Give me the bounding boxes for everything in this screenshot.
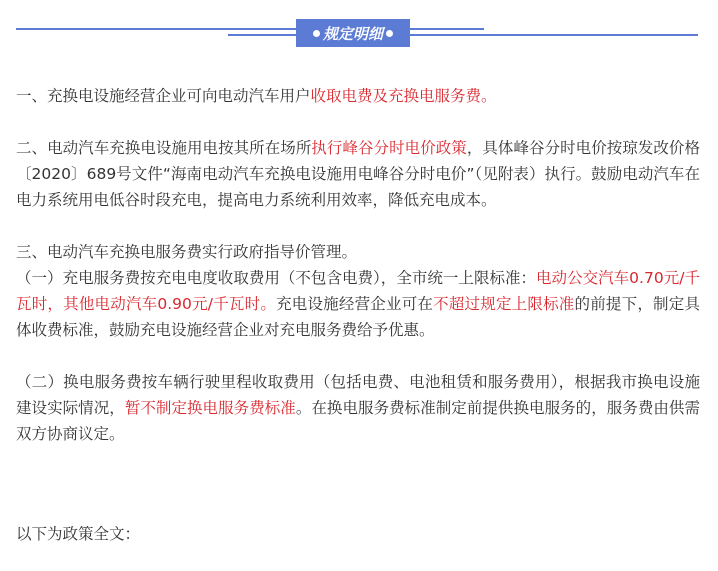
policy-paragraph: [16, 265, 700, 343]
section-badge: [296, 19, 410, 47]
paragraph-text: 充电设施经营企业可在: [276, 295, 434, 313]
paragraph-text: ，具体峰谷分时电价按琼发改价格〔2020〕689号文件“海南电动汽车充换电设施用电峰谷分时电价”（见附表）执行。鼓励电动汽车在电力系统用电低谷时段充电，提高电力系统利用效率，降低充电成本。: [16, 139, 700, 209]
paragraph-text: （二）换电服务费按车辆行驶里程收取费用（包括电费、电池租赁和服务费用），根据我市换电设施建设实际情况，: [16, 373, 700, 417]
policy-paragraph: [16, 369, 700, 447]
paragraph-text: 的前提下，制定具体收费标准，鼓励充电设施经营企业对充电服务费给予优惠。: [16, 295, 700, 339]
full-text-intro: 以下为政策全文：: [16, 525, 141, 543]
policy-paragraph: [16, 135, 700, 213]
section-header: [0, 0, 718, 56]
paragraph-text: 。在换电服务费标准制定前提供换电服务的，服务费由供需双方协商议定。: [16, 399, 700, 443]
highlighted-text: 暂不制定换电服务费标准: [124, 399, 296, 417]
paragraph-text: 二、电动汽车充换电设施用电按其所在场所: [16, 139, 312, 157]
header-rule-top: [16, 28, 484, 30]
highlighted-text: 执行峰谷分时电价政策: [311, 139, 467, 157]
policy-paragraph: [16, 239, 700, 265]
highlighted-text: 电动公交汽车0.70元/千瓦时，其他电动汽车0.90元/千瓦时。: [16, 269, 700, 313]
policy-body: [16, 83, 700, 473]
bullet-dot-icon: [386, 30, 393, 37]
section-badge-label: 规定明细: [322, 24, 383, 43]
highlighted-text: 收取电费及充换电服务费。: [310, 87, 497, 105]
paragraph-text: 三、电动汽车充换电服务费实行政府指导价管理。: [16, 243, 358, 261]
paragraph-text: 一、充换电设施经营企业可向电动汽车用户: [16, 87, 311, 105]
highlighted-text: 不超过规定上限标准: [433, 295, 575, 313]
paragraph-text: （一）充电服务费按充电电度收取费用（不包含电费），全市统一上限标准：: [16, 269, 537, 287]
policy-paragraph: [16, 83, 700, 109]
bullet-dot-icon: [313, 30, 320, 37]
